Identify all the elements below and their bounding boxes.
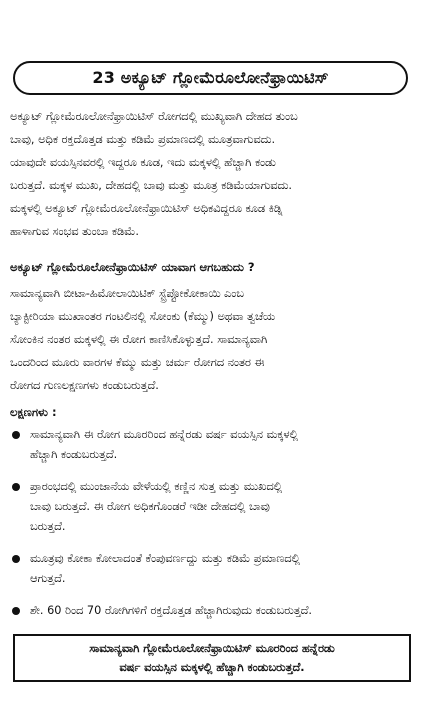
intro-paragraph bbox=[10, 105, 417, 243]
list-item-line: ಪ್ರಾರಂಭದಲ್ಲಿ ಮುಂಜಾನೆಯ ವೇಳೆಯಲ್ಲಿ ಕಣ್ಣಿನ ಸುತ್ತ ಮತ್ತು ಮುಖದಲ್ಲಿ bbox=[30, 480, 283, 493]
section-paragraph bbox=[10, 282, 417, 397]
list-item-line: ಮೂತ್ರವು ಕೋಕಾ ಕೋಲಾದಂತೆ ಕೆಂಪುವರ್ಣದ್ದು ಮತ್ತು ಕಡಿಮೆ ಪ್ರಮಾಣದಲ್ಲಿ bbox=[30, 552, 301, 565]
list-item-line: ಹೆಚ್ಚಾಗಿ ಕಂಡುಬರುತ್ತದೆ. bbox=[30, 448, 118, 461]
list-item bbox=[10, 477, 417, 537]
intro-line: ಹಾಳಾಗುವ ಸಂಭವ ತುಂಬಾ ಕಡಿಮೆ. bbox=[10, 225, 139, 238]
bullet-icon bbox=[12, 607, 20, 615]
list-item-line: ಬಾವು ಬರುತ್ತದೆ. ಈ ರೋಗ ಅಧಿಕಗೊಂಡರೆ ಇಡೀ ದೇಹದಲ್ಲಿ ಬಾವು bbox=[30, 500, 270, 513]
note-line: ವರ್ಷ ವಯಸ್ಸಿನ ಮಕ್ಕಳಲ್ಲಿ ಹೆಚ್ಚಾಗಿ ಕಂಡುಬರುತ್ತದೆ. bbox=[119, 661, 305, 674]
bullet-icon bbox=[12, 483, 20, 491]
list-item-line: ಶೇ. 60 ರಿಂದ 70 ರೋಗಿಗಳಿಗೆ ರಕ್ತದೊತ್ತಡ ಹೆಚ್ಚಾಗಿರುವುದು ಕಂಡುಬರುತ್ತದೆ. bbox=[30, 604, 312, 617]
section-heading: ಅಕ್ಯೂಟ್ ಗ್ಲೋಮೆರೂಲೋನೆಫ್ರಾಯಿಟಿಸ್ ಯಾವಾಗ ಆಗಬಹುದು ? bbox=[10, 260, 255, 274]
list-item bbox=[10, 549, 417, 589]
section-line: ಸಾಮಾನ್ಯವಾಗಿ ಬೀಟಾ-ಹಿಮೋಲಾಯಿಟಿಕ್ ಸ್ಟ್ರೆಪ್ಟೋಕೋಕಾಯಿ ಎಂಬ bbox=[10, 287, 244, 300]
section-line: ಬ್ಯಾಕ್ಟೀರಿಯಾ ಮುಖಾಂತರ ಗಂಟಲಿನಲ್ಲಿ ಸೋಂಕು (ಕೆಮ್ಮು) ಅಥವಾ ತ್ವಚೆಯ bbox=[10, 310, 275, 323]
intro-line: ಬರುತ್ತದೆ. ಮಕ್ಕಳ ಮುಖ, ದೇಹದಲ್ಲಿ ಬಾವು ಮತ್ತು ಮೂತ್ರ ಕಡಿಮೆಯಾಗುವದು. bbox=[10, 179, 293, 192]
chapter-title: 23 ಅಕ್ಯೂಟ್ ಗ್ಲೋಮೆರೂಲೋನೆಫ್ರಾಯಿಟಿಸ್ bbox=[92, 68, 329, 87]
intro-line: ಮಕ್ಕಳಲ್ಲಿ ಅಕ್ಯೂಟ್ ಗ್ಲೋಮೆರೂಲೋನೆಫ್ರಾಯಿಟಿಸ್ ಅಧಿಕವಿದ್ದರೂ ಕೂಡ ಕಿಡ್ನಿ bbox=[10, 202, 283, 215]
intro-line: ಅಕ್ಯೂಟ್ ಗ್ಲೋಮೆರೂಲೋನೆಫ್ರಾಯಿಟಿಸ್ ರೋಗದಲ್ಲಿ ಮುಖ್ಯವಾಗಿ ದೇಹದ ತುಂಬ bbox=[10, 110, 298, 123]
summary-note-box bbox=[13, 634, 411, 682]
list-item-line: ಆಗುತ್ತದೆ. bbox=[30, 572, 66, 585]
chapter-title-box bbox=[13, 61, 408, 95]
list-item bbox=[10, 601, 417, 621]
symptoms-heading: ಲಕ್ಷಣಗಳು : bbox=[10, 405, 57, 419]
note-line: ಸಾಮಾನ್ಯವಾಗಿ ಗ್ಲೋಮೆರೂಲೋನೆಫ್ರಾಯಿಟಿಸ್ ಮೂರರಿಂದ ಹನ್ನೆರಡು bbox=[89, 642, 335, 655]
section-line: ಒಂದರಿಂದ ಮೂರು ವಾರಗಳ ಕೆಮ್ಮು ಮತ್ತು ಚರ್ಮ ರೋಗದ ನಂತರ ಈ bbox=[10, 356, 265, 369]
bullet-icon bbox=[12, 431, 20, 439]
intro-line: ಬಾವು, ಅಧಿಕ ರಕ್ತದೊತ್ತಡ ಮತ್ತು ಕಡಿಮೆ ಪ್ರಮಾಣದಲ್ಲಿ ಮೂತ್ರವಾಗುವದು. bbox=[10, 133, 276, 146]
symptoms-list bbox=[10, 425, 417, 633]
list-item-line: ಸಾಮಾನ್ಯವಾಗಿ ಈ ರೋಗ ಮೂರರಿಂದ ಹನ್ನೆರಡು ವರ್ಷ ವಯಸ್ಸಿನ ಮಕ್ಕಳಲ್ಲಿ bbox=[30, 428, 299, 441]
list-item-line: ಬರುತ್ತದೆ. bbox=[30, 520, 66, 533]
intro-line: ಯಾವುದೇ ವಯಸ್ಸಿನವರಲ್ಲಿ ಇದ್ದರೂ ಕೂಡ, ಇದು ಮಕ್ಕಳಲ್ಲಿ ಹೆಚ್ಚಾಗಿ ಕಂಡು bbox=[10, 156, 276, 169]
section-line: ಸೋಂಕಿನ ನಂತರ ಮಕ್ಕಳಲ್ಲಿ ಈ ರೋಗ ಕಾಣಿಸಿಕೊಳ್ಳುತ್ತದೆ. ಸಾಮಾನ್ಯವಾಗಿ bbox=[10, 333, 268, 346]
bullet-icon bbox=[12, 555, 20, 563]
section-line: ರೋಗದ ಗುಣಲಕ್ಷಣಗಳು ಕಂಡುಬರುತ್ತದೆ. bbox=[10, 379, 159, 392]
list-item bbox=[10, 425, 417, 465]
